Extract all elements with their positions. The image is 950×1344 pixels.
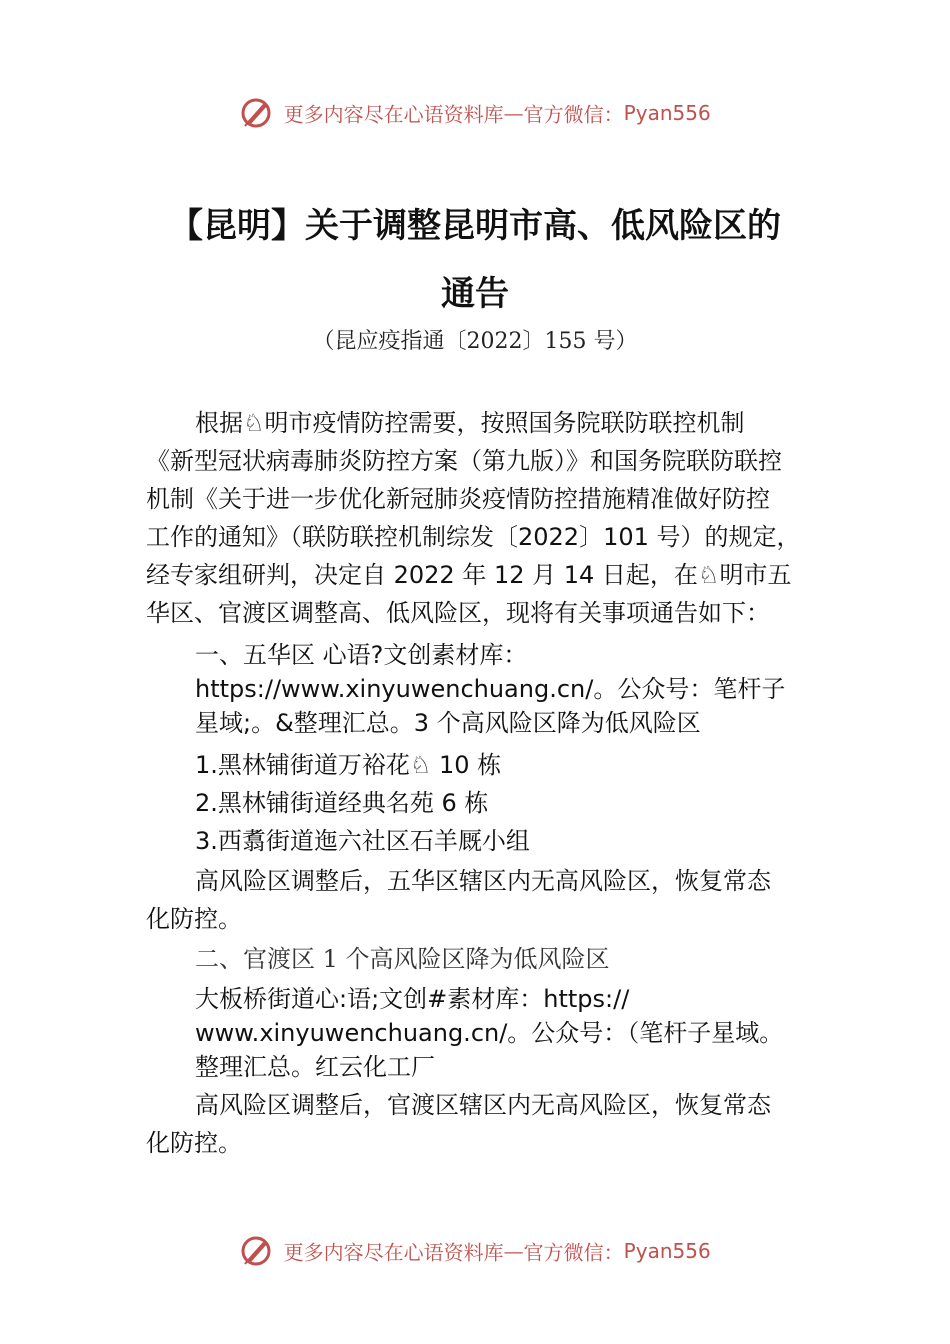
- section1-heading-line: 一、五华区 心语?文创素材库：: [195, 641, 528, 669]
- intro-line: 华区、官渡区调整高、低风险区，现将有关事项通告如下：: [146, 599, 770, 627]
- watermark-text: 更多内容尽在心语资料库: [283, 1240, 504, 1265]
- section2-heading: 二、官渡区 1 个高风险区降为低风险区: [195, 945, 610, 973]
- watermark-footer: [0, 1234, 950, 1268]
- pen-logo-icon: [239, 96, 273, 130]
- watermark-official: 官方微信：: [523, 102, 624, 127]
- section2-list-line: 整理汇总。红云化工厂: [195, 1053, 435, 1081]
- section2-conclusion-line: 高风险区调整后，官渡区辖区内无高风险区，恢复常态: [195, 1091, 771, 1119]
- watermark-official: 官方微信：: [523, 1240, 624, 1265]
- watermark-separator: —: [503, 1239, 524, 1263]
- intro-line: 经专家组研判，决定自 2022 年 12 月 14 日起，在♘明市五: [146, 561, 792, 589]
- watermark-separator: —: [503, 101, 524, 125]
- watermark-header: [0, 96, 950, 130]
- section1-list-item: 1.黑林铺街道万裕花♘ 10 栋: [195, 751, 502, 779]
- section1-list-item: 2.黑林铺街道经典名苑 6 栋: [195, 789, 489, 817]
- watermark-text: 更多内容尽在心语资料库: [283, 102, 504, 127]
- section1-list-item: 3.西翥街道迤六社区石羊厩小组: [195, 827, 530, 855]
- page-title-line-2: 通告: [441, 274, 509, 314]
- intro-line: 工作的通知》（联防联控机制综发〔2022〕101 号）的规定，: [146, 523, 801, 551]
- section2-list-line: www.xinyuwenchuang.cn/。公众号：（笔杆子星域。: [195, 1019, 784, 1047]
- watermark-wechat: Pyan556: [623, 1239, 711, 1263]
- pen-logo-icon: [239, 1234, 273, 1268]
- intro-line: 《新型冠状病毒肺炎防控方案（第九版）》和国务院联防联控: [146, 447, 782, 475]
- page-title-line-1: 【昆明】关于调整昆明市高、低风险区的: [169, 206, 781, 246]
- section1-heading-line: 星域;。&整理汇总。3 个高风险区降为低风险区: [195, 709, 701, 737]
- intro-line: 根据♘明市疫情防控需要，按照国务院联防联控机制: [195, 409, 745, 437]
- section1-heading-line: https://www.xinyuwenchuang.cn/。公众号：笔杆子: [195, 675, 786, 703]
- section2-conclusion-line: 化防控。: [146, 1129, 242, 1157]
- document-number: （昆应疫指通〔2022〕155 号）: [312, 329, 638, 354]
- section1-conclusion-line: 高风险区调整后，五华区辖区内无高风险区，恢复常态: [195, 867, 771, 895]
- watermark-wechat: Pyan556: [623, 101, 711, 125]
- section1-conclusion-line: 化防控。: [146, 905, 242, 933]
- section2-list-line: 大板桥街道心:语;文创#素材库：https://: [195, 985, 630, 1013]
- intro-line: 机制《关于进一步优化新冠肺炎疫情防控措施精准做好防控: [146, 485, 770, 513]
